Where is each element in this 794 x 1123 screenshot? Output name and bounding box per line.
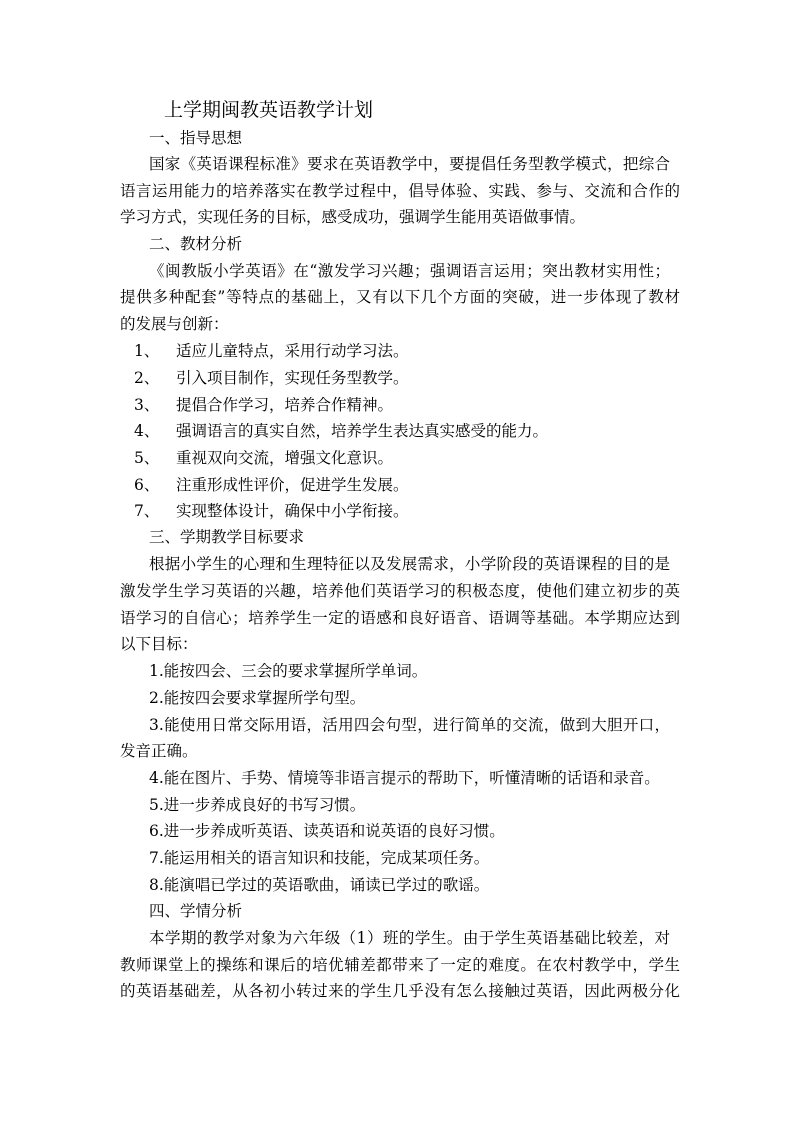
paragraph-line: 本学期的教学对象为六年级（1）班的学生。由于学生英语基础比较差，对: [149, 929, 670, 947]
goal-item: 3.能使用日常交际用语，活用四会句型，进行简单的交流，做到大胆开口，: [149, 716, 670, 734]
list-item-number: 2、: [134, 369, 160, 387]
section-heading-textbook-analysis: 二、教材分析: [149, 235, 243, 253]
goal-item: 7.能运用相关的语言知识和技能，完成某项任务。: [149, 849, 490, 867]
list-item-text: 适应儿童特点，采用行动学习法。: [176, 342, 409, 360]
list-item-number: 7、: [134, 502, 160, 520]
goal-item: 4.能在图片、手势、情境等非语言提示的帮助下，听懂清晰的话语和录音。: [149, 769, 660, 787]
list-item-text: 提倡合作学习，培养合作精神。: [176, 396, 394, 414]
paragraph-line: 的发展与创新：: [120, 315, 229, 333]
list-item-text: 引入项目制作，实现任务型教学。: [176, 369, 409, 387]
list-item-text: 注重形成性评价，促进学生发展。: [176, 476, 409, 494]
list-item-number: 5、: [134, 449, 160, 467]
goal-item: 2.能按四会要求掌握所学句型。: [149, 689, 366, 707]
section-heading-semester-goals: 三、学期教学目标要求: [149, 528, 305, 546]
list-item-number: 6、: [134, 476, 160, 494]
goal-item: 1.能按四会、三会的要求掌握所学单词。: [149, 662, 428, 680]
paragraph-line: 国家《英语课程标准》要求在英语教学中，要提倡任务型教学模式，把综合: [149, 155, 670, 173]
goal-item-continuation: 发音正确。: [120, 742, 198, 760]
list-item-text: 实现整体设计，确保中小学衔接。: [176, 502, 409, 520]
section-heading-student-analysis: 四、学情分析: [149, 902, 243, 920]
list-item-text: 强调语言的真实自然，培养学生表达真实感受的能力。: [176, 422, 549, 440]
paragraph-line: 学习方式，实现任务的目标，感受成功，强调学生能用英语做事情。: [120, 208, 586, 226]
paragraph-line: 《闽教版小学英语》在“激发学习兴趣；强调语言运用；突出教材实用性；: [149, 262, 670, 280]
list-item-number: 3、: [134, 396, 160, 414]
list-item-number: 1、: [134, 342, 160, 360]
document-title: 上学期闽教英语教学计划: [164, 99, 374, 121]
paragraph-line: 教师课堂上的操练和课后的培优辅差都带来了一定的难度。在农村教学中，学生: [120, 956, 680, 974]
list-item-text: 重视双向交流，增强文化意识。: [176, 449, 394, 467]
goal-item: 6.进一步养成听英语、读英语和说英语的良好习惯。: [149, 822, 505, 840]
paragraph-line: 根据小学生的心理和生理特征以及发展需求，小学阶段的英语课程的目的是: [149, 555, 670, 573]
paragraph-line: 的英语基础差，从各初小转过来的学生几乎没有怎么接触过英语，因此两极分化: [120, 982, 680, 1000]
goal-item: 5.进一步养成良好的书写习惯。: [149, 796, 366, 814]
paragraph-line: 语言运用能力的培养落实在教学过程中，倡导体验、实践、参与、交流和合作的: [120, 182, 680, 200]
list-item-number: 4、: [134, 422, 160, 440]
paragraph-line: 以下目标：: [120, 635, 198, 653]
section-heading-guiding-ideology: 一、指导思想: [149, 129, 243, 147]
paragraph-line: 语学习的自信心；培养学生一定的语感和良好语音、语调等基础。本学期应达到: [120, 609, 680, 627]
paragraph-line: 提供多种配套”等特点的基础上，又有以下几个方面的突破，进一步体现了教材: [120, 288, 680, 306]
goal-item: 8.能演唱已学过的英语歌曲，诵读已学过的歌谣。: [149, 876, 490, 894]
paragraph-line: 激发学生学习英语的兴趣，培养他们英语学习的积极态度，使他们建立初步的英: [120, 582, 680, 600]
